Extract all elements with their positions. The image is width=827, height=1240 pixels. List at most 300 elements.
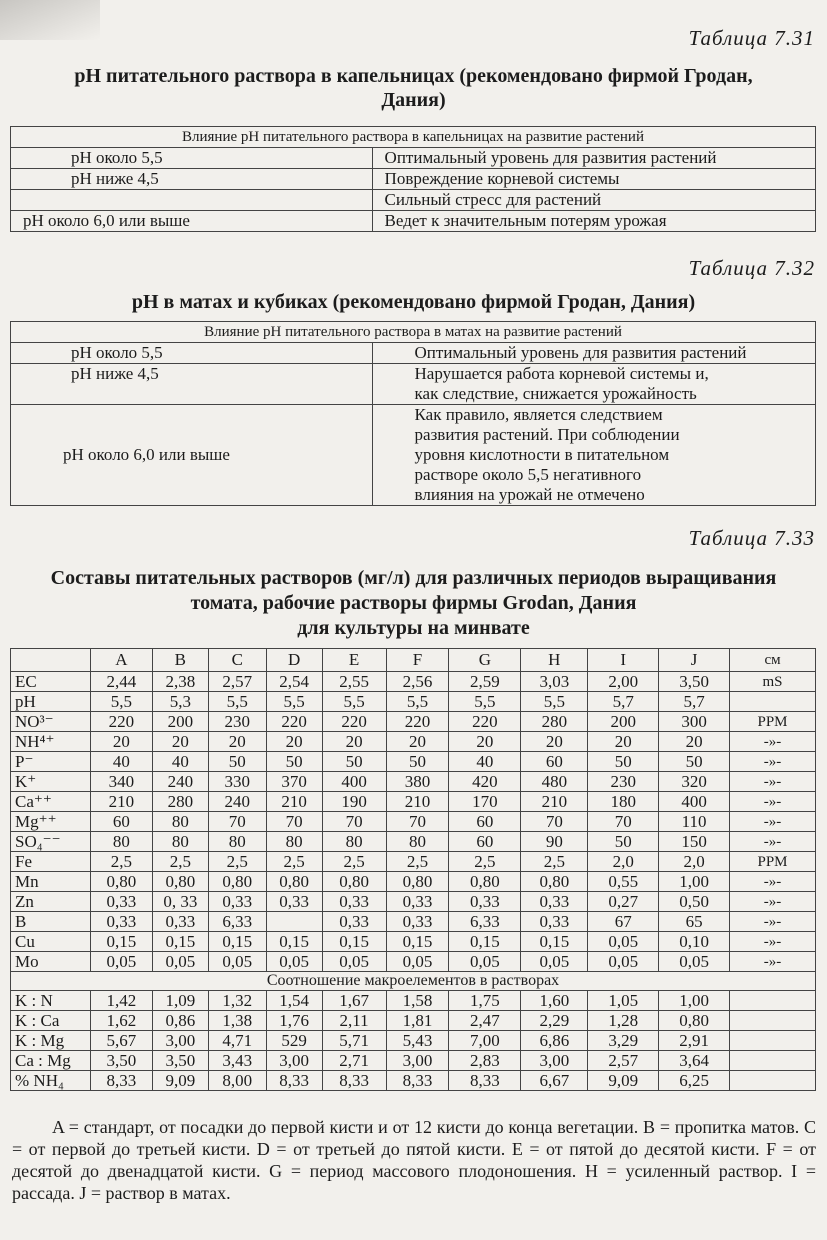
row-label-cell: Mg⁺⁺ [11,812,91,832]
value-cell: 2,91 [659,1031,730,1051]
value-cell: 2,59 [449,672,521,692]
value-cell: 6,86 [521,1031,588,1051]
value-cell: 0,05 [386,952,449,972]
value-cell: 0,33 [152,912,208,932]
value-cell: 20 [386,732,449,752]
value-cell: 1,67 [322,991,386,1011]
table-row [11,832,816,852]
row-label-cell: NO³⁻ [11,712,91,732]
value-cell: 0,05 [449,952,521,972]
value-cell: 0,33 [322,892,386,912]
ratio-header-row [11,972,816,991]
value-cell: 0,05 [208,952,266,972]
value-cell: 0,80 [386,872,449,892]
value-cell: J [659,649,730,672]
value-cell: 400 [322,772,386,792]
row-label-cell: P⁻ [11,752,91,772]
value-cell: 5,67 [90,1031,152,1051]
value-cell: 0,80 [659,1011,730,1031]
effect-cell [372,364,815,405]
effect-line: Нарушается работа корневой системы и, [414,364,709,383]
value-cell: 220 [449,712,521,732]
effect-line: как следствие, снижается урожайность [414,384,697,403]
value-cell: 80 [208,832,266,852]
effect-cell: Оптимальный уровень для развития растений [372,343,815,364]
unit-cell: -»- [730,792,816,812]
table-row [11,812,816,832]
value-cell: 5,5 [208,692,266,712]
value-cell: 1,38 [208,1011,266,1031]
value-cell: 2,11 [322,1011,386,1031]
table-row [11,692,816,712]
unit-cell: см [730,649,816,672]
value-cell: 3,43 [208,1051,266,1071]
value-cell: 9,09 [152,1071,208,1091]
value-cell: 5,5 [521,692,588,712]
value-cell: 480 [521,772,588,792]
value-cell: E [322,649,386,672]
value-cell: 2,5 [386,852,449,872]
table-row [11,190,816,211]
value-cell: 60 [449,832,521,852]
value-cell: 0,05 [521,952,588,972]
table-row [11,211,816,232]
value-cell: 210 [386,792,449,812]
table-row [11,772,816,792]
value-cell: 0,10 [659,932,730,952]
value-cell: 5,71 [322,1031,386,1051]
unit-cell [730,991,816,1011]
ratio-row [11,1031,816,1051]
value-cell: 0,33 [386,912,449,932]
row-label-cell: K : N [11,991,91,1011]
value-cell: 210 [521,792,588,812]
value-cell: 2,00 [588,672,659,692]
row-label-cell: Mo [11,952,91,972]
value-cell: 230 [588,772,659,792]
effect-line: уровня кислотности в питательном [414,445,670,464]
value-cell: 420 [449,772,521,792]
table-row [11,405,816,506]
table-7-33 [10,648,816,1091]
value-cell: 380 [386,772,449,792]
ratio-row [11,1051,816,1071]
value-cell: 1,62 [90,1011,152,1031]
value-cell: 1,76 [266,1011,322,1031]
value-cell: 65 [659,912,730,932]
table-7-32-number: Таблица 7.32 [688,256,815,280]
value-cell: 8,00 [208,1071,266,1091]
ph-cell: pH ниже 4,5 [11,169,373,190]
value-cell: 70 [386,812,449,832]
value-cell: 0,15 [266,932,322,952]
value-cell: 20 [449,732,521,752]
table-7-31 [10,126,816,232]
value-cell: 0,15 [322,932,386,952]
table-7-33-title-line2: томата, рабочие растворы фирмы Grodan, Дания [190,592,637,614]
value-cell: 1,32 [208,991,266,1011]
value-cell: 40 [449,752,521,772]
value-cell: 0,05 [322,952,386,972]
effect-line: Как правило, является следствием [414,405,663,424]
value-cell: 3,50 [659,672,730,692]
value-cell: 2,56 [386,672,449,692]
value-cell: 70 [588,812,659,832]
value-cell: 1,81 [386,1011,449,1031]
ratio-row [11,991,816,1011]
value-cell: 8,33 [266,1071,322,1091]
row-label-cell: NH⁴⁺ [11,732,91,752]
value-cell: 5,5 [386,692,449,712]
unit-cell: -»- [730,732,816,752]
value-cell: 1,28 [588,1011,659,1031]
value-cell: 0,80 [521,872,588,892]
value-cell: 1,60 [521,991,588,1011]
table-7-33-number: Таблица 7.33 [688,526,815,550]
table-7-31-title-line1: pH питательного раствора в капельницах (рекомендовано фирмой Гродан, [74,65,753,87]
value-cell: 2,47 [449,1011,521,1031]
table-7-32-header: Влияние pH питательного раствора в матах на развитие растений [11,322,816,343]
ph-cell: pH около 6,0 или выше [11,211,373,232]
value-cell: 0,80 [449,872,521,892]
value-cell: 0,15 [386,932,449,952]
value-cell: 5,3 [152,692,208,712]
value-cell: 0,86 [152,1011,208,1031]
value-cell: 2,5 [208,852,266,872]
value-cell: 50 [386,752,449,772]
value-cell: 80 [386,832,449,852]
value-cell: 70 [521,812,588,832]
value-cell: 2,0 [588,852,659,872]
value-cell: 2,57 [208,672,266,692]
value-cell: 0,33 [449,892,521,912]
value-cell: 0,33 [521,892,588,912]
table-row [11,852,816,872]
row-label-cell: EC [11,672,91,692]
value-cell: 60 [90,812,152,832]
table-row [11,792,816,812]
value-cell: 370 [266,772,322,792]
table-row [11,732,816,752]
unit-cell [730,1031,816,1051]
unit-cell: -»- [730,912,816,932]
value-cell: 40 [152,752,208,772]
ph-cell: pH около 6,0 или выше [11,405,373,506]
value-cell: 2,5 [322,852,386,872]
value-cell: 3,64 [659,1051,730,1071]
value-cell: 280 [521,712,588,732]
table-row [11,364,816,405]
value-cell: 0,33 [322,912,386,932]
value-cell: 2,54 [266,672,322,692]
value-cell: 280 [152,792,208,812]
value-cell: 180 [588,792,659,812]
row-label-cell: % NH₄ [11,1071,91,1091]
value-cell: 2,29 [521,1011,588,1031]
value-cell: 20 [659,732,730,752]
value-cell: 1,05 [588,991,659,1011]
table-7-33-body [11,649,816,1091]
value-cell: 220 [266,712,322,732]
value-cell: 7,00 [449,1031,521,1051]
value-cell: G [449,649,521,672]
ratio-row [11,1011,816,1031]
value-cell: 0,33 [266,892,322,912]
table-row [11,343,816,364]
value-cell: 529 [266,1031,322,1051]
row-label-cell: Mn [11,872,91,892]
value-cell: 50 [659,752,730,772]
row-label-cell: Ca : Mg [11,1051,91,1071]
value-cell: 2,5 [152,852,208,872]
ratio-header: Соотношение макроелементов в растворах [11,972,816,991]
value-cell: 6,67 [521,1071,588,1091]
unit-cell: mS [730,672,816,692]
value-cell: F [386,649,449,672]
effect-cell [372,405,815,506]
value-cell: 0,05 [152,952,208,972]
unit-cell: -»- [730,752,816,772]
table-row [11,932,816,952]
value-cell: 5,5 [449,692,521,712]
value-cell: 67 [588,912,659,932]
value-cell: 1,00 [659,991,730,1011]
value-cell: 3,50 [90,1051,152,1071]
row-label-cell [11,649,91,672]
value-cell: 50 [588,832,659,852]
effect-cell: Сильный стресс для растений [372,190,815,211]
value-cell: 0,05 [266,952,322,972]
value-cell: 2,0 [659,852,730,872]
value-cell: C [208,649,266,672]
value-cell: 3,00 [521,1051,588,1071]
unit-cell: -»- [730,772,816,792]
value-cell: 220 [386,712,449,732]
value-cell: 0,33 [386,892,449,912]
value-cell: 50 [208,752,266,772]
value-cell: 110 [659,812,730,832]
effect-cell: Повреждение корневой системы [372,169,815,190]
unit-cell: -»- [730,892,816,912]
value-cell: 1,42 [90,991,152,1011]
value-cell: 0,15 [90,932,152,952]
value-cell: 0,33 [521,912,588,932]
value-cell: 0,15 [152,932,208,952]
value-cell: 3,00 [152,1031,208,1051]
value-cell: 5,5 [266,692,322,712]
value-cell: 0,50 [659,892,730,912]
value-cell: 3,00 [386,1051,449,1071]
value-cell: 0,27 [588,892,659,912]
unit-cell [730,1051,816,1071]
value-cell: 50 [266,752,322,772]
unit-cell: -»- [730,832,816,852]
value-cell: 1,58 [386,991,449,1011]
table-7-31-title-line2: Дания) [381,89,446,111]
ph-cell: pH ниже 4,5 [11,364,373,405]
value-cell: 4,71 [208,1031,266,1051]
value-cell: 240 [152,772,208,792]
value-cell: 210 [266,792,322,812]
value-cell: 8,33 [322,1071,386,1091]
value-cell: 1,54 [266,991,322,1011]
value-cell: 200 [588,712,659,732]
value-cell: 0, 33 [152,892,208,912]
value-cell: 6,25 [659,1071,730,1091]
value-cell: 60 [449,812,521,832]
value-cell: 90 [521,832,588,852]
value-cell: 2,5 [266,852,322,872]
value-cell: 2,55 [322,672,386,692]
value-cell: 1,75 [449,991,521,1011]
value-cell: 2,5 [90,852,152,872]
unit-cell: -»- [730,932,816,952]
value-cell: 320 [659,772,730,792]
value-cell: 8,33 [449,1071,521,1091]
value-cell: H [521,649,588,672]
value-cell: 0,05 [659,952,730,972]
row-label-cell: Zn [11,892,91,912]
value-cell [266,912,322,932]
row-label-cell: Ca⁺⁺ [11,792,91,812]
table-7-31-header: Влияние pH питательного раствора в капельницах на развитие растений [11,127,816,148]
value-cell: 170 [449,792,521,812]
value-cell: B [152,649,208,672]
table-7-32 [10,321,816,506]
value-cell: 8,33 [386,1071,449,1091]
value-cell: 70 [208,812,266,832]
unit-cell: PPM [730,852,816,872]
value-cell: 50 [588,752,659,772]
table-row [11,148,816,169]
value-cell: 0,15 [208,932,266,952]
value-cell: 220 [90,712,152,732]
value-cell: 2,5 [449,852,521,872]
value-cell: 1,09 [152,991,208,1011]
value-cell: 20 [322,732,386,752]
value-cell: 20 [90,732,152,752]
value-cell: 220 [322,712,386,732]
value-cell: I [588,649,659,672]
value-cell: 150 [659,832,730,852]
value-cell: 2,83 [449,1051,521,1071]
table-7-32-title: pH в матах и кубиках (рекомендовано фирмой Гродан, Дания) [131,291,696,313]
value-cell: 3,29 [588,1031,659,1051]
value-cell: 80 [322,832,386,852]
value-cell: 70 [266,812,322,832]
value-cell: A [90,649,152,672]
value-cell: 5,7 [659,692,730,712]
value-cell: 0,80 [266,872,322,892]
value-cell: 200 [152,712,208,732]
unit-cell: -»- [730,872,816,892]
ph-cell: pH около 5,5 [11,148,373,169]
value-cell: 0,80 [152,872,208,892]
value-cell: 0,33 [90,912,152,932]
value-cell: 0,05 [90,952,152,972]
value-cell: 240 [208,792,266,812]
ph-cell [11,190,373,211]
unit-cell [730,692,816,712]
table-row [11,752,816,772]
value-cell: 20 [152,732,208,752]
value-cell: 5,5 [322,692,386,712]
value-cell: 0,55 [588,872,659,892]
value-cell: 400 [659,792,730,812]
value-cell: 0,80 [322,872,386,892]
value-cell: 6,33 [449,912,521,932]
row-label-cell: K : Ca [11,1011,91,1031]
value-cell: 340 [90,772,152,792]
value-cell: 3,03 [521,672,588,692]
row-label-cell: Fe [11,852,91,872]
value-cell: 20 [521,732,588,752]
table-row [11,952,816,972]
row-label-cell: SO₄⁻⁻ [11,832,91,852]
value-cell: 0,05 [588,932,659,952]
table-row [11,892,816,912]
value-cell: D [266,649,322,672]
effect-line: растворе около 5,5 негативного [414,465,642,484]
table-row [11,912,816,932]
value-cell: 230 [208,712,266,732]
table-row [11,712,816,732]
row-label-cell: K : Mg [11,1031,91,1051]
value-cell: 60 [521,752,588,772]
effect-cell: Ведет к значительным потерям урожая [372,211,815,232]
value-cell: 80 [90,832,152,852]
value-cell: 50 [322,752,386,772]
unit-cell: -»- [730,952,816,972]
row-label-cell: pH [11,692,91,712]
value-cell: 190 [322,792,386,812]
page-corner-shadow [0,0,100,40]
value-cell: 210 [90,792,152,812]
value-cell: 20 [266,732,322,752]
value-cell: 1,00 [659,872,730,892]
table-7-33-title-line1: Составы питательных растворов (мг/л) для различных периодов выращивания [50,567,777,589]
effect-cell: Оптимальный уровень для развития растений [372,148,815,169]
table-row [11,872,816,892]
value-cell: 2,57 [588,1051,659,1071]
value-cell: 0,80 [90,872,152,892]
table-7-33-title-line3: для культуры на минвате [297,617,530,639]
value-cell: 3,50 [152,1051,208,1071]
value-cell: 0,15 [449,932,521,952]
row-label-cell: B [11,912,91,932]
unit-cell: -»- [730,812,816,832]
value-cell: 3,00 [266,1051,322,1071]
table-row [11,169,816,190]
value-cell: 2,38 [152,672,208,692]
value-cell: 0,80 [208,872,266,892]
row-label-cell: Cu [11,932,91,952]
value-cell: 8,33 [90,1071,152,1091]
value-cell: 0,33 [208,892,266,912]
unit-cell [730,1011,816,1031]
value-cell: 80 [152,812,208,832]
value-cell: 330 [208,772,266,792]
value-cell: 20 [588,732,659,752]
value-cell: 40 [90,752,152,772]
value-cell: 5,43 [386,1031,449,1051]
effect-line: влияния на урожай не отмечено [414,485,645,504]
ph-cell: pH около 5,5 [11,343,373,364]
effect-line: развития растений. При соблюдении [414,425,680,444]
table-row [11,672,816,692]
value-cell: 2,5 [521,852,588,872]
value-cell: 80 [266,832,322,852]
